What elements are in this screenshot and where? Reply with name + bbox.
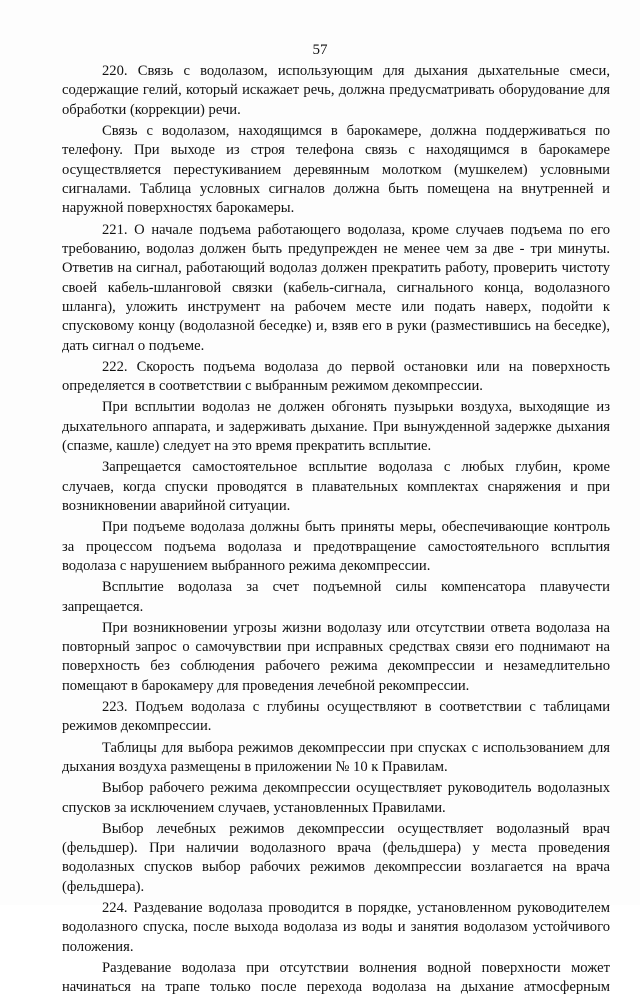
paragraph-working-mode-selection: Выбор рабочего режима декомпрессии осуществляет руководитель водолазных спусков за исключением случаев, установленных Правилами. <box>62 780 610 816</box>
paragraph-222: 222. Скорость подъема водолаза до первой остановки или на поверхность определяется в соответствии с выбранным режимом декомпрессии. <box>62 358 610 395</box>
document-body <box>62 62 610 1000</box>
page-number: 57 <box>312 42 328 58</box>
paragraph-ascent-control: При подъеме водолаза должны быть приняты меры, обеспечивающие контроль за процессом подъема водолаза и предотвращение самостоятельного всплытия водолаза с нарушением выбранного режима декомпрессии. <box>62 519 610 574</box>
paragraph-free-ascent-prohibited: Запрещается самостоятельное всплытие водолаза с любых глубин, кроме случаев, когда спуски проводятся в плавательных комплектах снаряжения и при возникновении аварийной ситуации. <box>62 459 610 515</box>
paragraph-224: 224. Раздевание водолаза проводится в порядке, установленном руководителем водолазного спуска, после выхода водолаза из воды и занятия водолазом устойчивого положения. <box>62 900 610 955</box>
paragraph-emergency-ascent: При возникновении угрозы жизни водолазу или отсутствии ответа водолаза на повторный запрос о самочувствии при исправных средствах связи его поднимают на поверхность без соблюдения рабочего режима декомпрессии и незамедлительно помещают в барокамеру для проведения лечебной рекомпрессии. <box>62 619 610 694</box>
paragraph-decompression-tables: Таблицы для выбора режимов декомпрессии при спусках с использованием для дыхания воздуха размещены в приложении № 10 к Правилам. <box>62 739 610 775</box>
paragraph-compensator-ascent: Всплытие водолаза за счет подъемной силы компенсатора плавучести запрещается. <box>62 579 610 615</box>
paragraph-medical-mode-selection: Выбор лечебных режимов декомпрессии осуществляет водолазный врач (фельдшер). При наличии водолазного врача (фельдшера) у места проведения водолазных спусков выбор рабочих режимов декомпрессии возлагается на врача (фельдшера). <box>62 820 610 895</box>
paragraph-223: 223. Подъем водолаза с глубины осуществляют в соответствии с таблицами режимов декомпрессии. <box>62 699 610 735</box>
paragraph-220: 220. Связь с водолазом, использующим для дыхания дыхательные смеси, содержащие гелий, который искажает речь, должна предусматривать оборудование для обработки (коррекции) речи. <box>62 63 610 118</box>
paragraph-undressing-on-ladder: Раздевание водолаза при отсутствии волнения водной поверхности может начинаться на трапе только после перехода водолаза на дыхание атмосферным <box>62 959 610 996</box>
paragraph-221: 221. О начале подъема работающего водолаза, кроме случаев подъема по его требованию, водолаз должен быть предупрежден не менее чем за две - три минуты. Ответив на сигнал, работающий водолаз должен прекратить работу, проверить чистоту своей кабель-шланговой связки (кабель-сигнала, сигнального конца, водолазного шланга), уложить инструмент на рабочем месте или подать наверх, подойти к спусковому концу (водолазной беседке) и, взяв его в руки (разместившись на беседке), дать сигнал о подъеме. <box>62 221 610 354</box>
paragraph-ascent-bubbles: При всплытии водолаз не должен обгонять пузырьки воздуха, выходящие из дыхательного аппарата, и задерживать дыхание. При вынужденной задержке дыхания (спазме, кашле) следует на это время прекратить всплытие. <box>62 399 610 455</box>
paragraph-barocamera-communication: Связь с водолазом, находящимся в барокамере, должна поддерживаться по телефону. При выходе из строя телефона связь с находящимся в барокамере осуществляется перестукиванием деревянным молотком (мушкелем) условными сигналами. Таблица условных сигналов должна быть помещена на внутренней и наружной поверхностях барокамеры. <box>62 122 610 217</box>
